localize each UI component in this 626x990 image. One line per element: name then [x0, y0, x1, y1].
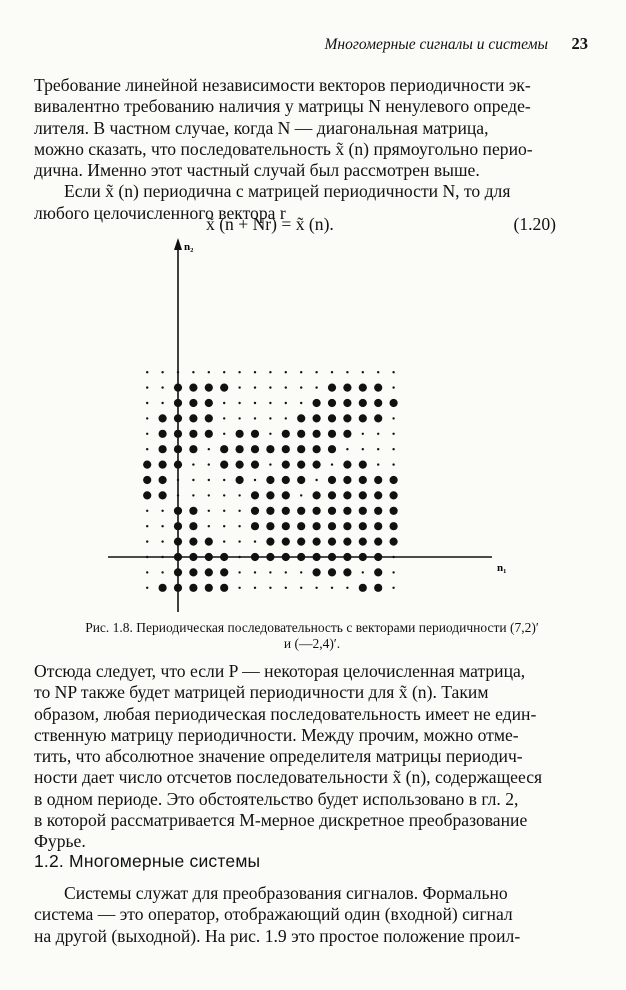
text-line: любого целочисленного вектора r: [34, 202, 286, 223]
sample-point-filled: [251, 491, 259, 499]
paragraph-3: [34, 661, 590, 853]
sample-point-filled: [390, 538, 398, 546]
sample-point-small: [285, 587, 287, 589]
sample-point-filled: [174, 538, 182, 546]
sample-point-filled: [343, 568, 351, 576]
sample-point-small: [146, 587, 148, 589]
sample-point-filled: [282, 553, 290, 561]
sample-point-small: [285, 417, 287, 419]
sample-point-filled: [159, 445, 167, 453]
sample-point-filled: [313, 507, 321, 515]
sample-point-small: [377, 371, 379, 373]
sample-point-filled: [313, 414, 321, 422]
sample-point-small: [315, 479, 317, 481]
sample-point-small: [300, 571, 302, 573]
sample-point-filled: [313, 445, 321, 453]
sample-point-small: [392, 371, 394, 373]
sample-point-filled: [328, 399, 336, 407]
sample-point-small: [161, 571, 163, 573]
sample-point-small: [331, 587, 333, 589]
text-line: ности дает число отсчетов последовательности x̃ (n), содержащееся: [34, 767, 543, 788]
sample-point-filled: [282, 522, 290, 530]
sample-point-small: [254, 402, 256, 404]
sample-point-small: [238, 587, 240, 589]
sample-point-small: [269, 386, 271, 388]
sample-point-small: [208, 463, 210, 465]
sample-point-filled: [343, 553, 351, 561]
sample-point-filled: [359, 553, 367, 561]
sample-point-small: [146, 571, 148, 573]
sample-point-filled: [220, 445, 228, 453]
sample-point-small: [269, 371, 271, 373]
sample-point-filled: [343, 414, 351, 422]
sample-point-filled: [328, 414, 336, 422]
sample-point-filled: [343, 538, 351, 546]
sample-point-small: [238, 371, 240, 373]
sample-point-small: [161, 510, 163, 512]
sample-point-filled: [328, 553, 336, 561]
sample-point-filled: [159, 476, 167, 484]
sample-point-filled: [189, 568, 197, 576]
text-line: Фурье.: [34, 831, 86, 852]
sample-point-filled: [313, 491, 321, 499]
sample-point-filled: [343, 476, 351, 484]
sample-point-small: [238, 525, 240, 527]
sample-point-filled: [174, 430, 182, 438]
sample-point-filled: [205, 384, 213, 392]
sample-point-filled: [313, 522, 321, 530]
sample-point-filled: [282, 538, 290, 546]
text-line: система — это оператор, отображающий один (входной) сигнал: [34, 904, 513, 925]
page-number: 23: [571, 34, 588, 53]
sample-point-filled: [359, 538, 367, 546]
sample-point-filled: [313, 538, 321, 546]
sample-point-filled: [189, 399, 197, 407]
caption-line: Рис. 1.8. Периодическая последовательность с векторами периодичности (7,2)′: [85, 620, 539, 635]
text-line: в одном периоде. Это обстоятельство будет использовано в гл. 2,: [34, 788, 519, 809]
sample-point-small: [392, 571, 394, 573]
sample-point-filled: [374, 522, 382, 530]
text-line: Если x̃ (n) периодична с матрицей периодичности N, то для: [64, 181, 511, 202]
text-line: дична. Именно этот частный случай был рассмотрен выше.: [34, 160, 480, 181]
sample-point-filled: [174, 384, 182, 392]
sample-point-filled: [313, 399, 321, 407]
sample-point-small: [254, 571, 256, 573]
sample-point-small: [238, 571, 240, 573]
sample-point-filled: [359, 414, 367, 422]
sample-point-filled: [251, 507, 259, 515]
sample-point-small: [146, 386, 148, 388]
sample-point-small: [362, 571, 364, 573]
sample-point-filled: [174, 568, 182, 576]
sample-point-small: [238, 402, 240, 404]
sample-point-small: [300, 371, 302, 373]
sample-point-filled: [174, 461, 182, 469]
sample-point-small: [254, 479, 256, 481]
sample-point-filled: [159, 491, 167, 499]
sample-point-filled: [359, 384, 367, 392]
sample-point-filled: [374, 399, 382, 407]
sample-point-filled: [359, 461, 367, 469]
sample-point-filled: [205, 430, 213, 438]
sample-point-filled: [143, 491, 151, 499]
sample-point-filled: [374, 507, 382, 515]
sample-point-small: [315, 386, 317, 388]
sample-point-filled: [159, 414, 167, 422]
sample-point-small: [254, 587, 256, 589]
sample-point-filled: [328, 538, 336, 546]
sample-point-small: [285, 386, 287, 388]
sample-point-filled: [343, 522, 351, 530]
sample-point-filled: [328, 476, 336, 484]
sample-point-small: [254, 417, 256, 419]
sample-point-filled: [374, 538, 382, 546]
sample-point-small: [238, 540, 240, 542]
sample-point-filled: [189, 384, 197, 392]
sample-point-filled: [205, 399, 213, 407]
sample-point-filled: [205, 414, 213, 422]
sample-point-filled: [236, 445, 244, 453]
sample-point-filled: [236, 430, 244, 438]
sample-point-filled: [251, 430, 259, 438]
sample-point-filled: [359, 399, 367, 407]
sample-point-filled: [143, 461, 151, 469]
sample-point-small: [331, 463, 333, 465]
paragraph-4: [34, 883, 590, 947]
sample-point-small: [208, 525, 210, 527]
sample-point-filled: [313, 430, 321, 438]
sample-point-filled: [220, 461, 228, 469]
sample-point-small: [254, 371, 256, 373]
sample-point-filled: [174, 522, 182, 530]
sample-point-small: [223, 433, 225, 435]
sample-point-small: [146, 417, 148, 419]
sample-point-filled: [297, 414, 305, 422]
sample-point-filled: [189, 430, 197, 438]
sample-point-filled: [374, 491, 382, 499]
sample-point-filled: [359, 507, 367, 515]
sample-point-small: [146, 402, 148, 404]
sample-point-small: [208, 479, 210, 481]
sample-point-small: [223, 417, 225, 419]
sample-point-filled: [282, 445, 290, 453]
sample-point-small: [177, 479, 179, 481]
sample-point-filled: [328, 430, 336, 438]
sample-point-filled: [390, 522, 398, 530]
sample-point-filled: [220, 584, 228, 592]
sample-point-filled: [282, 476, 290, 484]
sample-point-filled: [189, 507, 197, 515]
sample-point-filled: [390, 491, 398, 499]
sample-point-small: [223, 525, 225, 527]
sample-point-small: [315, 587, 317, 589]
running-title: Многомерные сигналы и системы: [324, 36, 548, 53]
sample-point-filled: [236, 461, 244, 469]
sample-point-filled: [328, 384, 336, 392]
sample-point-filled: [236, 476, 244, 484]
sample-point-small: [192, 463, 194, 465]
text-line: лителя. В частном случае, когда N — диагональная матрица,: [34, 117, 489, 138]
figure-caption: [34, 620, 590, 652]
sample-point-filled: [266, 476, 274, 484]
sample-point-small: [392, 587, 394, 589]
sample-point-filled: [205, 538, 213, 546]
sample-point-small: [269, 587, 271, 589]
sample-point-small: [362, 371, 364, 373]
sample-point-small: [238, 510, 240, 512]
text-line: тить, что абсолютное значение определителя матрицы периодич-: [34, 746, 523, 767]
sample-point-small: [392, 556, 394, 558]
sample-point-small: [392, 433, 394, 435]
sample-point-filled: [159, 584, 167, 592]
sample-point-filled: [328, 568, 336, 576]
sample-point-small: [254, 540, 256, 542]
n2-axis-label: n₂: [184, 241, 194, 253]
sample-point-small: [192, 479, 194, 481]
sample-point-filled: [390, 399, 398, 407]
sample-point-small: [254, 386, 256, 388]
sample-point-filled: [328, 445, 336, 453]
sample-point-filled: [189, 522, 197, 530]
sample-point-filled: [328, 491, 336, 499]
sample-point-small: [346, 587, 348, 589]
section-heading: 1.2. Многомерные системы: [34, 851, 261, 871]
sample-point-small: [208, 510, 210, 512]
equation-expression: x̃ (n + Nr) = x̃ (n).: [206, 214, 334, 234]
sample-point-filled: [297, 507, 305, 515]
sample-point-filled: [189, 584, 197, 592]
sample-point-filled: [174, 399, 182, 407]
text-line: в которой рассматривается M-мерное дискретное преобразование: [34, 810, 528, 831]
sample-point-small: [192, 371, 194, 373]
sample-point-small: [223, 510, 225, 512]
sample-point-small: [315, 371, 317, 373]
sample-point-filled: [251, 445, 259, 453]
sample-point-small: [269, 433, 271, 435]
sample-point-filled: [189, 445, 197, 453]
sample-point-filled: [390, 507, 398, 515]
sample-point-filled: [220, 568, 228, 576]
sample-point-filled: [266, 553, 274, 561]
sample-point-small: [146, 371, 148, 373]
sample-point-filled: [313, 461, 321, 469]
sample-point-small: [392, 417, 394, 419]
sample-point-filled: [374, 384, 382, 392]
sample-point-filled: [343, 491, 351, 499]
text-line: на другой (выходной). На рис. 1.9 это простое положение проил-: [34, 925, 521, 946]
sample-point-small: [208, 448, 210, 450]
sample-point-filled: [328, 507, 336, 515]
sample-point-filled: [343, 507, 351, 515]
sample-point-filled: [297, 538, 305, 546]
sample-point-filled: [159, 461, 167, 469]
sample-point-filled: [220, 384, 228, 392]
sample-point-small: [161, 402, 163, 404]
sample-point-small: [238, 386, 240, 388]
sample-point-filled: [359, 584, 367, 592]
sample-point-small: [346, 371, 348, 373]
sample-point-small: [223, 479, 225, 481]
sample-point-filled: [374, 553, 382, 561]
sample-point-filled: [328, 522, 336, 530]
sample-point-small: [377, 463, 379, 465]
sample-point-small: [300, 494, 302, 496]
sample-point-small: [223, 371, 225, 373]
sample-point-small: [223, 494, 225, 496]
sample-point-small: [269, 402, 271, 404]
sample-point-filled: [159, 430, 167, 438]
text-line: вивалентно требованию наличия у матрицы N ненулевого опреде-: [34, 96, 531, 117]
sample-point-small: [177, 371, 179, 373]
sample-point-small: [285, 371, 287, 373]
sample-point-small: [146, 540, 148, 542]
sample-point-small: [362, 433, 364, 435]
sample-point-filled: [343, 399, 351, 407]
sample-point-small: [161, 540, 163, 542]
sample-point-filled: [390, 476, 398, 484]
sample-point-small: [300, 587, 302, 589]
sample-point-filled: [266, 538, 274, 546]
sample-point-small: [161, 371, 163, 373]
sample-point-small: [285, 402, 287, 404]
sample-point-small: [161, 556, 163, 558]
sample-point-filled: [313, 553, 321, 561]
sample-point-small: [161, 525, 163, 527]
sample-point-small: [146, 510, 148, 512]
sample-point-filled: [205, 568, 213, 576]
sample-point-filled: [251, 522, 259, 530]
text-line: Требование линейной независимости векторов периодичности эк-: [34, 75, 531, 95]
sample-point-filled: [297, 522, 305, 530]
sample-point-filled: [189, 553, 197, 561]
sample-point-filled: [297, 430, 305, 438]
sample-point-small: [269, 417, 271, 419]
sample-point-filled: [374, 584, 382, 592]
sample-point-filled: [359, 491, 367, 499]
sample-point-filled: [174, 507, 182, 515]
sample-point-filled: [174, 414, 182, 422]
sample-point-filled: [266, 491, 274, 499]
sample-point-filled: [189, 538, 197, 546]
sample-point-small: [331, 371, 333, 373]
sample-point-small: [238, 556, 240, 558]
text-line: можно сказать, что последовательность x̃ (n) прямоугольно перио-: [34, 138, 533, 159]
sample-point-filled: [359, 522, 367, 530]
text-line: Системы служат для преобразования сигналов. Формально: [64, 883, 508, 903]
sample-point-small: [146, 525, 148, 527]
sample-point-small: [269, 571, 271, 573]
text-line: Отсюда следует, что если P — некоторая целочисленная матрица,: [34, 661, 526, 681]
sample-point-filled: [282, 507, 290, 515]
sample-point-filled: [297, 553, 305, 561]
sample-point-filled: [297, 461, 305, 469]
sample-point-small: [346, 448, 348, 450]
sample-point-filled: [297, 476, 305, 484]
sample-point-filled: [205, 553, 213, 561]
n1-axis-label: n₁: [497, 562, 507, 574]
sample-point-filled: [189, 414, 197, 422]
sample-point-filled: [282, 461, 290, 469]
sample-point-filled: [251, 461, 259, 469]
text-line: ственную матрицу периодичности. Между прочим, можно отме-: [34, 724, 519, 745]
sample-point-small: [177, 494, 179, 496]
caption-line: и (—2,4)′.: [283, 636, 341, 651]
sample-point-small: [300, 402, 302, 404]
sample-point-filled: [174, 584, 182, 592]
sample-point-small: [238, 417, 240, 419]
sample-point-small: [146, 556, 148, 558]
sample-point-small: [377, 448, 379, 450]
sample-point-filled: [174, 553, 182, 561]
text-line: образом, любая периодическая последовательность имеет не един-: [34, 703, 537, 724]
sample-point-filled: [343, 430, 351, 438]
sample-point-small: [146, 433, 148, 435]
sample-point-small: [161, 386, 163, 388]
sample-point-filled: [266, 507, 274, 515]
sample-point-small: [377, 433, 379, 435]
text-line: то NP также будет матрицей периодичности для x̃ (n). Таким: [34, 682, 489, 703]
sample-point-filled: [266, 522, 274, 530]
sample-point-small: [362, 448, 364, 450]
sample-point-small: [208, 494, 210, 496]
sample-point-filled: [282, 491, 290, 499]
sample-point-filled: [266, 445, 274, 453]
sample-point-filled: [343, 384, 351, 392]
sample-point-small: [146, 448, 148, 450]
sample-point-small: [192, 494, 194, 496]
sample-point-small: [285, 571, 287, 573]
n2-axis-arrow: [174, 238, 182, 250]
sample-point-filled: [282, 430, 290, 438]
sample-point-small: [392, 463, 394, 465]
equation-number: (1.20): [513, 214, 556, 234]
sample-point-filled: [359, 476, 367, 484]
sample-point-filled: [297, 445, 305, 453]
sample-point-small: [238, 494, 240, 496]
sample-point-small: [269, 463, 271, 465]
sample-point-filled: [220, 553, 228, 561]
sample-point-filled: [205, 584, 213, 592]
sample-point-small: [208, 371, 210, 373]
sample-point-filled: [174, 445, 182, 453]
sample-point-filled: [143, 476, 151, 484]
sample-point-small: [392, 448, 394, 450]
sample-point-small: [300, 386, 302, 388]
sample-point-filled: [374, 414, 382, 422]
sample-point-filled: [374, 476, 382, 484]
sample-point-filled: [251, 553, 259, 561]
sample-point-small: [392, 386, 394, 388]
sample-point-small: [223, 540, 225, 542]
sample-point-filled: [313, 568, 321, 576]
sample-point-filled: [343, 461, 351, 469]
sample-point-filled: [374, 568, 382, 576]
sample-point-small: [223, 402, 225, 404]
